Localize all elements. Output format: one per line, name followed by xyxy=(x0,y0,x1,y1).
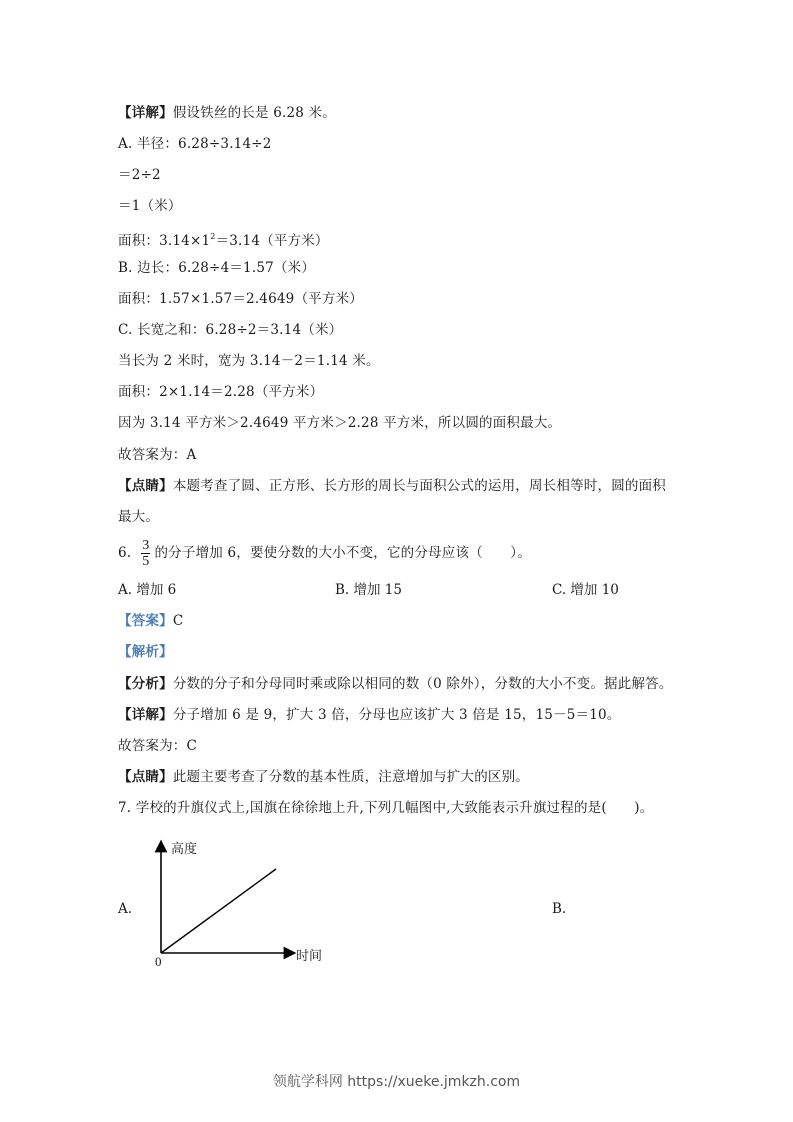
q6-answer-line xyxy=(118,612,183,630)
q7-option-b-label: B. xyxy=(552,901,567,917)
q5-detail-line xyxy=(118,104,336,122)
q6-final-answer: 故答案为：C xyxy=(118,738,198,754)
q6-option-a: A. 增加 6 xyxy=(118,582,177,598)
y-axis-label: 高度 xyxy=(171,842,198,857)
fraction-numerator: 3 xyxy=(142,538,150,553)
q7-stem: 7. 学校的升旗仪式上,国旗在徐徐地上升,下列几幅图中,大致能表示升旗过程的是( )。 xyxy=(118,800,654,816)
q5-c-area: 面积：2×1.14＝2.28（平方米） xyxy=(118,384,324,400)
fraction-denominator: 5 xyxy=(142,554,150,569)
footer-watermark: 领航学科网 https://xueke.jmkzh.com xyxy=(272,1074,521,1090)
tip-tag: 【点睛】 xyxy=(118,478,173,494)
q5-b-area: 面积：1.57×1.57＝2.4649（平方米） xyxy=(118,291,363,307)
detail-tag: 【详解】 xyxy=(118,707,173,723)
q6-number: 6. xyxy=(118,545,132,561)
q6-option-c: C. 增加 10 xyxy=(552,582,619,598)
q5-a-step1: ＝2÷2 xyxy=(118,167,161,183)
q5-a-step2: ＝1（米） xyxy=(118,198,182,214)
detail-text: 分子增加 6 是 9，扩大 3 倍，分母也应该扩大 3 倍是 15，15－5＝10。 xyxy=(172,707,621,723)
answer-value: C xyxy=(172,613,184,629)
q5-answer: 故答案为：A xyxy=(118,447,197,463)
analyze-tag: 【分析】 xyxy=(118,676,173,692)
q6-option-b: B. 增加 15 xyxy=(335,582,402,598)
q5-a-radius: A. 半径：6.28÷3.14÷2 xyxy=(118,136,272,152)
q5-compare: 因为 3.14 平方米＞2.4649 平方米＞2.28 平方米，所以圆的面积最大。 xyxy=(118,415,562,431)
tip-text: 此题主要考查了分数的基本性质，注意增加与扩大的区别。 xyxy=(172,769,530,785)
a-area-prefix: 面积：3.14×1 xyxy=(118,233,211,249)
q5-b-side: B. 边长：6.28÷4＝1.57（米） xyxy=(118,260,316,276)
q5-tip-line-2: 最大。 xyxy=(118,509,160,525)
fraction xyxy=(141,538,150,569)
q6-analysis-line xyxy=(118,643,173,661)
analyze-text: 分数的分子和分母同时乘或除以相同的数（0 除外），分数的大小不变。据此解答。 xyxy=(172,676,673,692)
tip-tag: 【点睛】 xyxy=(118,769,173,785)
q6-stem xyxy=(118,535,531,571)
answer-tag: 【答案】 xyxy=(118,613,173,629)
origin-label: 0 xyxy=(155,954,162,969)
q5-tip-line xyxy=(118,477,666,495)
q6-analyze-line xyxy=(118,675,673,693)
analysis-tag: 【解析】 xyxy=(118,644,173,660)
tip-text: 本题考查了圆、正方形、长方形的周长与面积公式的运用，周长相等时，圆的面积 xyxy=(172,478,667,494)
q6-tip-line xyxy=(118,768,529,786)
detail-tag: 【详解】 xyxy=(118,105,173,121)
q5-c-width: 当长为 2 米时，宽为 3.14－2＝1.14 米。 xyxy=(118,353,380,369)
q6-detail-line xyxy=(118,706,621,724)
q6-stem-text: 的分子增加 6，要使分数的大小不变，它的分母应该（ ）。 xyxy=(154,545,531,561)
graph-a xyxy=(150,838,330,968)
q7-option-a-label: A. xyxy=(118,901,133,917)
a-area-suffix: ＝3.14（平方米） xyxy=(215,233,329,249)
q5-a-area xyxy=(118,228,329,250)
a-area-exponent: 2 xyxy=(210,232,216,241)
q5-c-sum: C. 长宽之和：6.28÷2＝3.14（米） xyxy=(118,322,343,338)
x-axis-label: 时间 xyxy=(296,949,323,964)
detail-text: 假设铁丝的长是 6.28 米。 xyxy=(172,105,336,121)
